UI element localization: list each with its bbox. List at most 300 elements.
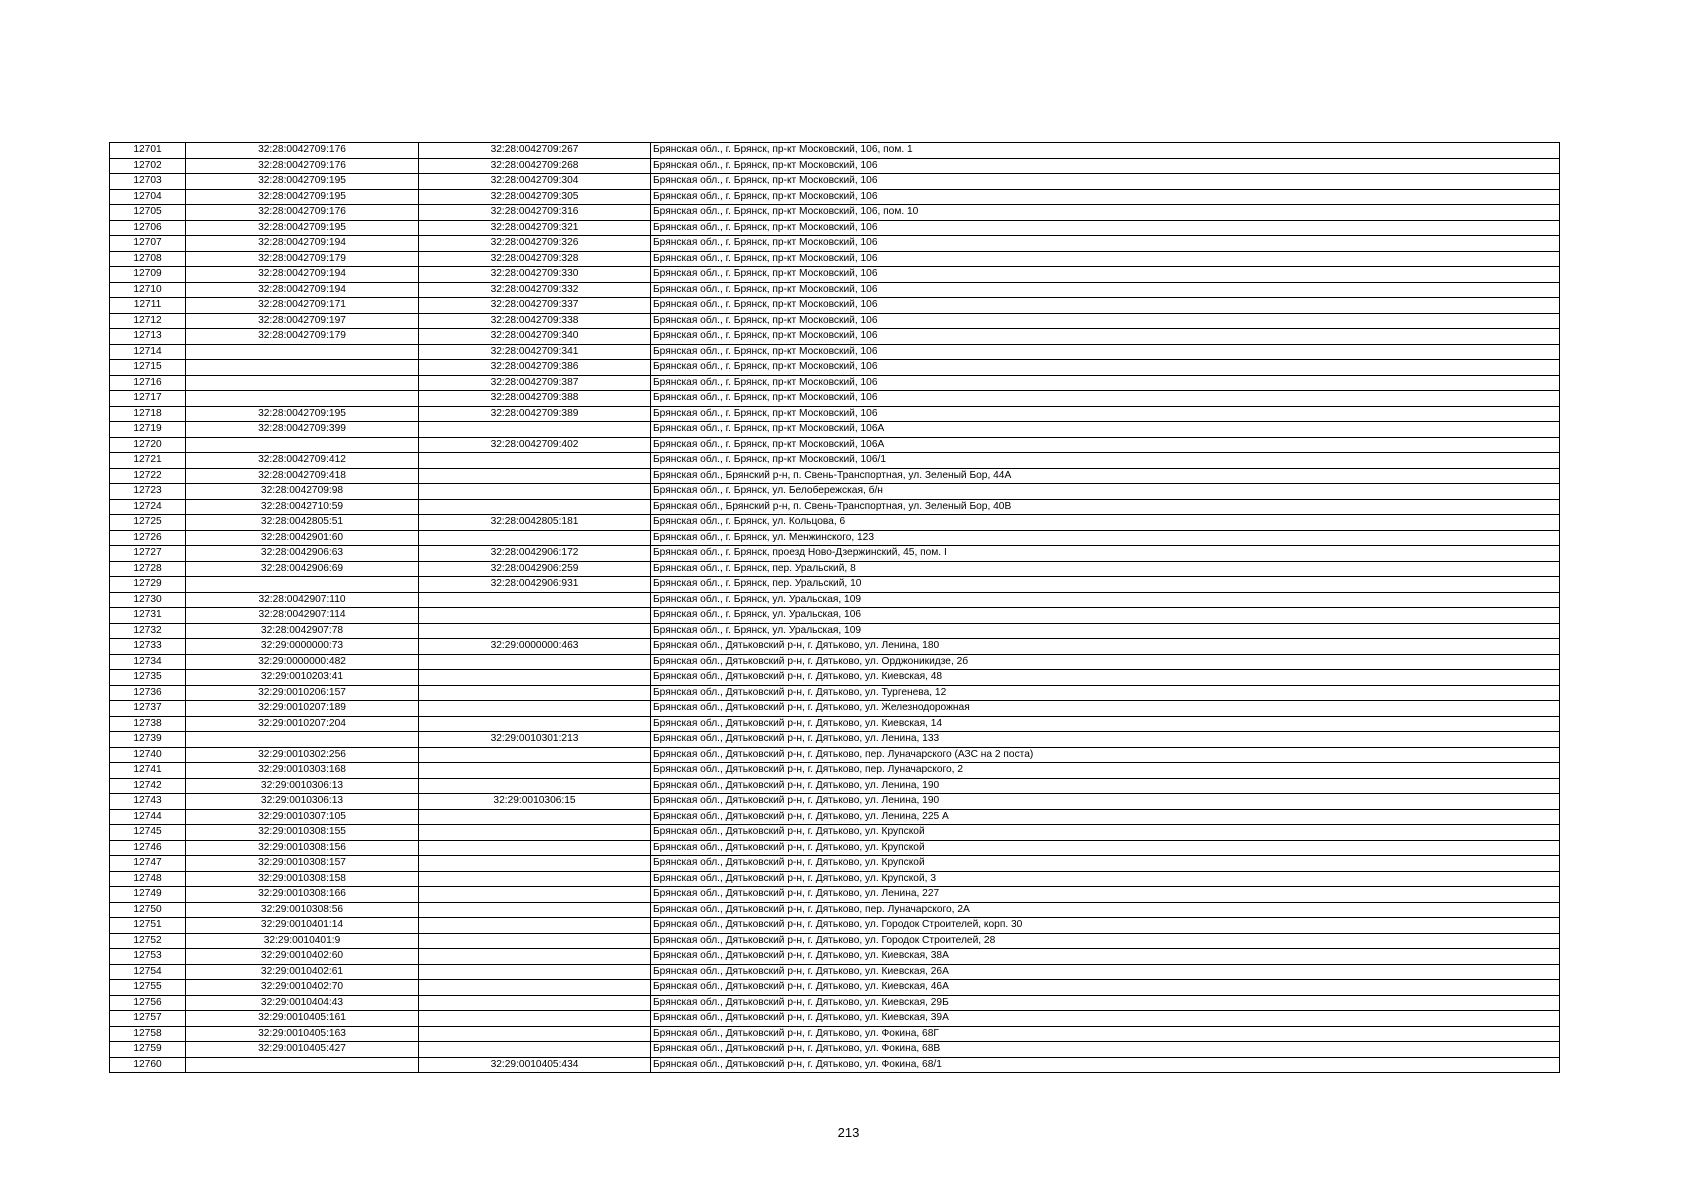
object-number-cell xyxy=(419,995,651,1011)
address-cell: Брянская обл., Дятьковский р-н, г. Дятьково, ул. Киевская, 29Б xyxy=(651,995,1560,1011)
table-row xyxy=(110,825,1560,841)
address-cell: Брянская обл., Дятьковский р-н, г. Дятьково, пер. Луначарского (АЗС на 2 поста) xyxy=(651,747,1560,763)
row-number-cell: 12713 xyxy=(110,329,186,345)
object-number-cell: 32:28:0042709:321 xyxy=(419,220,651,236)
cadastral-number-cell: 32:29:0010203:41 xyxy=(186,670,419,686)
row-number-cell: 12753 xyxy=(110,949,186,965)
table-row xyxy=(110,887,1560,903)
cadastral-number-cell xyxy=(186,375,419,391)
address-cell: Брянская обл., г. Брянск, пр-кт Московский, 106 xyxy=(651,406,1560,422)
address-cell: Брянская обл., г. Брянск, проезд Ново-Дзержинский, 45, пом. I xyxy=(651,546,1560,562)
row-number-cell: 12732 xyxy=(110,623,186,639)
address-cell: Брянская обл., г. Брянск, пр-кт Московский, 106 xyxy=(651,251,1560,267)
table-row xyxy=(110,220,1560,236)
address-cell: Брянская обл., г. Брянск, пр-кт Московский, 106 xyxy=(651,158,1560,174)
object-number-cell: 32:28:0042709:328 xyxy=(419,251,651,267)
cadastral-number-cell xyxy=(186,437,419,453)
cadastral-number-cell: 32:28:0042709:176 xyxy=(186,205,419,221)
address-cell: Брянская обл., Дятьковский р-н, г. Дятьково, ул. Фокина, 68/1 xyxy=(651,1057,1560,1073)
table-row xyxy=(110,670,1560,686)
cadastral-number-cell: 32:29:0010402:61 xyxy=(186,964,419,980)
object-number-cell xyxy=(419,623,651,639)
object-number-cell xyxy=(419,933,651,949)
address-cell: Брянская обл., г. Брянск, пр-кт Московский, 106, пом. 10 xyxy=(651,205,1560,221)
row-number-cell: 12731 xyxy=(110,608,186,624)
address-cell: Брянская обл., Дятьковский р-н, г. Дятьково, ул. Ленина, 225 А xyxy=(651,809,1560,825)
table-row xyxy=(110,763,1560,779)
row-number-cell: 12717 xyxy=(110,391,186,407)
object-number-cell: 32:28:0042709:389 xyxy=(419,406,651,422)
table-row xyxy=(110,747,1560,763)
table-row xyxy=(110,1057,1560,1073)
object-number-cell: 32:29:0010306:15 xyxy=(419,794,651,810)
address-cell: Брянская обл., г. Брянск, пр-кт Московский, 106 xyxy=(651,174,1560,190)
object-number-cell xyxy=(419,685,651,701)
cadastral-number-cell: 32:29:0010402:70 xyxy=(186,980,419,996)
cadastral-number-cell: 32:29:0010306:13 xyxy=(186,794,419,810)
table-row xyxy=(110,840,1560,856)
row-number-cell: 12740 xyxy=(110,747,186,763)
cadastral-number-cell: 32:28:0042709:98 xyxy=(186,484,419,500)
object-number-cell xyxy=(419,1011,651,1027)
table-row xyxy=(110,158,1560,174)
object-number-cell xyxy=(419,592,651,608)
table-row xyxy=(110,143,1560,159)
object-number-cell xyxy=(419,840,651,856)
cadastral-number-cell: 32:28:0042710:59 xyxy=(186,499,419,515)
table-row xyxy=(110,561,1560,577)
cadastral-number-cell: 32:28:0042901:60 xyxy=(186,530,419,546)
row-number-cell: 12742 xyxy=(110,778,186,794)
table-row xyxy=(110,871,1560,887)
cadastral-number-cell: 32:28:0042709:195 xyxy=(186,189,419,205)
row-number-cell: 12746 xyxy=(110,840,186,856)
object-number-cell xyxy=(419,453,651,469)
object-number-cell: 32:29:0010301:213 xyxy=(419,732,651,748)
cadastral-number-cell: 32:28:0042709:399 xyxy=(186,422,419,438)
row-number-cell: 12711 xyxy=(110,298,186,314)
object-number-cell: 32:28:0042709:386 xyxy=(419,360,651,376)
row-number-cell: 12704 xyxy=(110,189,186,205)
object-number-cell: 32:28:0042906:172 xyxy=(419,546,651,562)
row-number-cell: 12709 xyxy=(110,267,186,283)
table-row xyxy=(110,577,1560,593)
table-row xyxy=(110,453,1560,469)
table-row xyxy=(110,391,1560,407)
address-cell: Брянская обл., г. Брянск, пер. Уральский, 10 xyxy=(651,577,1560,593)
address-cell: Брянская обл., г. Брянск, пр-кт Московский, 106 xyxy=(651,329,1560,345)
cadastral-number-cell: 32:29:0010405:163 xyxy=(186,1026,419,1042)
table-row xyxy=(110,298,1560,314)
table-row xyxy=(110,856,1560,872)
row-number-cell: 12754 xyxy=(110,964,186,980)
object-number-cell: 32:29:0010405:434 xyxy=(419,1057,651,1073)
cadastral-number-cell: 32:29:0010302:256 xyxy=(186,747,419,763)
row-number-cell: 12730 xyxy=(110,592,186,608)
address-cell: Брянская обл., г. Брянск, пр-кт Московский, 106 xyxy=(651,313,1560,329)
address-cell: Брянская обл., г. Брянск, пр-кт Московский, 106 xyxy=(651,391,1560,407)
row-number-cell: 12738 xyxy=(110,716,186,732)
object-number-cell xyxy=(419,608,651,624)
object-number-cell: 32:28:0042709:267 xyxy=(419,143,651,159)
row-number-cell: 12728 xyxy=(110,561,186,577)
object-number-cell xyxy=(419,763,651,779)
address-cell: Брянская обл., Дятьковский р-н, г. Дятьково, ул. Киевская, 26А xyxy=(651,964,1560,980)
object-number-cell xyxy=(419,871,651,887)
cadastral-number-cell: 32:28:0042906:63 xyxy=(186,546,419,562)
object-number-cell: 32:28:0042709:341 xyxy=(419,344,651,360)
object-number-cell xyxy=(419,887,651,903)
cadastral-number-cell: 32:29:0010308:157 xyxy=(186,856,419,872)
cadastral-number-cell: 32:29:0010307:105 xyxy=(186,809,419,825)
table-row xyxy=(110,484,1560,500)
address-cell: Брянская обл., Дятьковский р-н, г. Дятьково, ул. Фокина, 68Г xyxy=(651,1026,1560,1042)
table-row xyxy=(110,778,1560,794)
object-number-cell xyxy=(419,825,651,841)
row-number-cell: 12723 xyxy=(110,484,186,500)
row-number-cell: 12726 xyxy=(110,530,186,546)
cadastral-number-cell: 32:28:0042906:69 xyxy=(186,561,419,577)
object-number-cell: 32:28:0042709:304 xyxy=(419,174,651,190)
cadastral-number-cell: 32:28:0042709:194 xyxy=(186,282,419,298)
cadastral-number-cell: 32:28:0042709:179 xyxy=(186,251,419,267)
table-row xyxy=(110,623,1560,639)
table-row xyxy=(110,592,1560,608)
cadastral-number-cell: 32:29:0010402:60 xyxy=(186,949,419,965)
object-number-cell xyxy=(419,856,651,872)
table-row xyxy=(110,530,1560,546)
address-cell: Брянская обл., Дятьковский р-н, г. Дятьково, ул. Ленина, 190 xyxy=(651,778,1560,794)
address-cell: Брянская обл., Дятьковский р-н, г. Дятьково, ул. Крупской, 3 xyxy=(651,871,1560,887)
cadastral-number-cell: 32:28:0042709:176 xyxy=(186,158,419,174)
cadastral-number-cell: 32:29:0010401:9 xyxy=(186,933,419,949)
address-cell: Брянская обл., Дятьковский р-н, г. Дятьково, ул. Крупской xyxy=(651,825,1560,841)
row-number-cell: 12706 xyxy=(110,220,186,236)
cadastral-number-cell xyxy=(186,391,419,407)
object-number-cell xyxy=(419,902,651,918)
row-number-cell: 12760 xyxy=(110,1057,186,1073)
table-row xyxy=(110,685,1560,701)
cadastral-number-cell xyxy=(186,1057,419,1073)
cadastral-number-cell: 32:28:0042709:197 xyxy=(186,313,419,329)
cadastral-number-cell: 32:29:0010308:56 xyxy=(186,902,419,918)
table-row xyxy=(110,964,1560,980)
object-number-cell: 32:28:0042709:332 xyxy=(419,282,651,298)
cadastral-number-cell: 32:28:0042709:176 xyxy=(186,143,419,159)
object-number-cell xyxy=(419,484,651,500)
address-cell: Брянская обл., Дятьковский р-н, г. Дятьково, ул. Железнодорожная xyxy=(651,701,1560,717)
object-number-cell xyxy=(419,949,651,965)
table-row xyxy=(110,639,1560,655)
row-number-cell: 12719 xyxy=(110,422,186,438)
table-row xyxy=(110,267,1560,283)
object-number-cell: 32:28:0042709:316 xyxy=(419,205,651,221)
table-row xyxy=(110,918,1560,934)
object-number-cell: 32:28:0042906:259 xyxy=(419,561,651,577)
table-row xyxy=(110,716,1560,732)
object-number-cell xyxy=(419,809,651,825)
address-cell: Брянская обл., Дятьковский р-н, г. Дятьково, ул. Ленина, 227 xyxy=(651,887,1560,903)
row-number-cell: 12758 xyxy=(110,1026,186,1042)
address-cell: Брянская обл., Дятьковский р-н, г. Дятьково, ул. Ленина, 133 xyxy=(651,732,1560,748)
cadastral-number-cell: 32:28:0042709:171 xyxy=(186,298,419,314)
table-row xyxy=(110,902,1560,918)
row-number-cell: 12756 xyxy=(110,995,186,1011)
cadastral-number-cell: 32:28:0042907:114 xyxy=(186,608,419,624)
table-row xyxy=(110,313,1560,329)
row-number-cell: 12714 xyxy=(110,344,186,360)
address-cell: Брянская обл., Дятьковский р-н, г. Дятьково, ул. Киевская, 39А xyxy=(651,1011,1560,1027)
cadastral-number-cell: 32:29:0000000:73 xyxy=(186,639,419,655)
table-row xyxy=(110,437,1560,453)
object-number-cell: 32:28:0042709:337 xyxy=(419,298,651,314)
object-number-cell: 32:28:0042709:402 xyxy=(419,437,651,453)
table-row xyxy=(110,329,1560,345)
object-number-cell xyxy=(419,499,651,515)
address-cell: Брянская обл., г. Брянск, пр-кт Московский, 106 xyxy=(651,344,1560,360)
address-cell: Брянская обл., Дятьковский р-н, г. Дятьково, пер. Луначарского, 2А xyxy=(651,902,1560,918)
address-cell: Брянская обл., Брянский р-н, п. Свень-Транспортная, ул. Зеленый Бор, 40В xyxy=(651,499,1560,515)
address-cell: Брянская обл., г. Брянск, ул. Уральская, 106 xyxy=(651,608,1560,624)
row-number-cell: 12718 xyxy=(110,406,186,422)
cadastral-number-cell: 32:29:0000000:482 xyxy=(186,654,419,670)
cadastral-number-cell xyxy=(186,344,419,360)
row-number-cell: 12716 xyxy=(110,375,186,391)
address-cell: Брянская обл., г. Брянск, ул. Кольцова, 6 xyxy=(651,515,1560,531)
table-row xyxy=(110,205,1560,221)
object-number-cell: 32:28:0042709:326 xyxy=(419,236,651,252)
cadastral-number-cell: 32:28:0042709:179 xyxy=(186,329,419,345)
row-number-cell: 12739 xyxy=(110,732,186,748)
object-number-cell: 32:29:0000000:463 xyxy=(419,639,651,655)
address-cell: Брянская обл., Дятьковский р-н, г. Дятьково, ул. Киевская, 48 xyxy=(651,670,1560,686)
row-number-cell: 12727 xyxy=(110,546,186,562)
address-cell: Брянская обл., Дятьковский р-н, г. Дятьково, ул. Киевская, 46А xyxy=(651,980,1560,996)
row-number-cell: 12724 xyxy=(110,499,186,515)
table-row xyxy=(110,608,1560,624)
cadastral-number-cell: 32:28:0042709:418 xyxy=(186,468,419,484)
row-number-cell: 12757 xyxy=(110,1011,186,1027)
object-number-cell: 32:28:0042709:268 xyxy=(419,158,651,174)
table-row xyxy=(110,1011,1560,1027)
row-number-cell: 12722 xyxy=(110,468,186,484)
row-number-cell: 12710 xyxy=(110,282,186,298)
row-number-cell: 12743 xyxy=(110,794,186,810)
property-table xyxy=(109,142,1560,1073)
row-number-cell: 12721 xyxy=(110,453,186,469)
object-number-cell xyxy=(419,530,651,546)
address-cell: Брянская обл., г. Брянск, пр-кт Московский, 106 xyxy=(651,375,1560,391)
table-row xyxy=(110,282,1560,298)
cadastral-number-cell xyxy=(186,732,419,748)
cadastral-number-cell: 32:29:0010303:168 xyxy=(186,763,419,779)
object-number-cell xyxy=(419,670,651,686)
address-cell: Брянская обл., г. Брянск, пр-кт Московский, 106 xyxy=(651,282,1560,298)
address-cell: Брянская обл., г. Брянск, ул. Уральская, 109 xyxy=(651,592,1560,608)
row-number-cell: 12720 xyxy=(110,437,186,453)
cadastral-number-cell: 32:28:0042907:110 xyxy=(186,592,419,608)
cadastral-number-cell: 32:29:0010401:14 xyxy=(186,918,419,934)
object-number-cell xyxy=(419,747,651,763)
row-number-cell: 12725 xyxy=(110,515,186,531)
table-row xyxy=(110,546,1560,562)
row-number-cell: 12705 xyxy=(110,205,186,221)
table-row xyxy=(110,701,1560,717)
row-number-cell: 12736 xyxy=(110,685,186,701)
address-cell: Брянская обл., г. Брянск, ул. Уральская, 109 xyxy=(651,623,1560,639)
row-number-cell: 12750 xyxy=(110,902,186,918)
row-number-cell: 12737 xyxy=(110,701,186,717)
object-number-cell: 32:28:0042709:387 xyxy=(419,375,651,391)
object-number-cell xyxy=(419,422,651,438)
cadastral-number-cell xyxy=(186,577,419,593)
row-number-cell: 12702 xyxy=(110,158,186,174)
address-cell: Брянская обл., г. Брянск, пр-кт Московский, 106/1 xyxy=(651,453,1560,469)
row-number-cell: 12734 xyxy=(110,654,186,670)
table-row xyxy=(110,809,1560,825)
cadastral-number-cell: 32:29:0010207:204 xyxy=(186,716,419,732)
table-row xyxy=(110,1042,1560,1058)
address-cell: Брянская обл., Дятьковский р-н, г. Дятьково, ул. Городок Строителей, корп. 30 xyxy=(651,918,1560,934)
address-cell: Брянская обл., Дятьковский р-н, г. Дятьково, пер. Луначарского, 2 xyxy=(651,763,1560,779)
cadastral-number-cell: 32:28:0042709:195 xyxy=(186,174,419,190)
object-number-cell xyxy=(419,654,651,670)
table-body xyxy=(110,143,1560,1073)
table-row xyxy=(110,980,1560,996)
row-number-cell: 12733 xyxy=(110,639,186,655)
row-number-cell: 12701 xyxy=(110,143,186,159)
row-number-cell: 12708 xyxy=(110,251,186,267)
object-number-cell xyxy=(419,964,651,980)
cadastral-number-cell: 32:28:0042709:194 xyxy=(186,236,419,252)
row-number-cell: 12729 xyxy=(110,577,186,593)
table-row xyxy=(110,236,1560,252)
row-number-cell: 12755 xyxy=(110,980,186,996)
row-number-cell: 12759 xyxy=(110,1042,186,1058)
cadastral-number-cell: 32:29:0010404:43 xyxy=(186,995,419,1011)
object-number-cell xyxy=(419,980,651,996)
table-row xyxy=(110,360,1560,376)
row-number-cell: 12747 xyxy=(110,856,186,872)
address-cell: Брянская обл., г. Брянск, пер. Уральский, 8 xyxy=(651,561,1560,577)
cadastral-number-cell: 32:28:0042907:78 xyxy=(186,623,419,639)
row-number-cell: 12744 xyxy=(110,809,186,825)
cadastral-number-cell: 32:29:0010308:166 xyxy=(186,887,419,903)
table-row xyxy=(110,732,1560,748)
object-number-cell xyxy=(419,468,651,484)
cadastral-number-cell: 32:29:0010405:161 xyxy=(186,1011,419,1027)
table-row xyxy=(110,468,1560,484)
row-number-cell: 12703 xyxy=(110,174,186,190)
address-cell: Брянская обл., г. Брянск, пр-кт Московский, 106, пом. 1 xyxy=(651,143,1560,159)
cadastral-number-cell: 32:29:0010308:155 xyxy=(186,825,419,841)
row-number-cell: 12741 xyxy=(110,763,186,779)
address-cell: Брянская обл., г. Брянск, ул. Менжинского, 123 xyxy=(651,530,1560,546)
address-cell: Брянская обл., Дятьковский р-н, г. Дятьково, ул. Ленина, 180 xyxy=(651,639,1560,655)
cadastral-number-cell: 32:28:0042805:51 xyxy=(186,515,419,531)
cadastral-number-cell: 32:28:0042709:194 xyxy=(186,267,419,283)
cadastral-number-cell: 32:29:0010308:156 xyxy=(186,840,419,856)
object-number-cell: 32:28:0042709:340 xyxy=(419,329,651,345)
object-number-cell: 32:28:0042805:181 xyxy=(419,515,651,531)
address-cell: Брянская обл., г. Брянск, пр-кт Московский, 106 xyxy=(651,236,1560,252)
table-row xyxy=(110,406,1560,422)
address-cell: Брянская обл., Брянский р-н, п. Свень-Транспортная, ул. Зеленый Бор, 44А xyxy=(651,468,1560,484)
address-cell: Брянская обл., Дятьковский р-н, г. Дятьково, ул. Крупской xyxy=(651,856,1560,872)
address-cell: Брянская обл., Дятьковский р-н, г. Дятьково, ул. Ленина, 190 xyxy=(651,794,1560,810)
table-row xyxy=(110,344,1560,360)
table-row xyxy=(110,375,1560,391)
row-number-cell: 12752 xyxy=(110,933,186,949)
address-cell: Брянская обл., Дятьковский р-н, г. Дятьково, ул. Фокина, 68В xyxy=(651,1042,1560,1058)
object-number-cell xyxy=(419,716,651,732)
table-row xyxy=(110,515,1560,531)
address-cell: Брянская обл., Дятьковский р-н, г. Дятьково, ул. Крупской xyxy=(651,840,1560,856)
address-cell: Брянская обл., г. Брянск, пр-кт Московский, 106А xyxy=(651,422,1560,438)
cadastral-number-cell: 32:29:0010308:158 xyxy=(186,871,419,887)
table-row xyxy=(110,189,1560,205)
table-row xyxy=(110,1026,1560,1042)
row-number-cell: 12745 xyxy=(110,825,186,841)
table-row xyxy=(110,933,1560,949)
table-row xyxy=(110,499,1560,515)
address-cell: Брянская обл., Дятьковский р-н, г. Дятьково, ул. Орджоникидзе, 2б xyxy=(651,654,1560,670)
row-number-cell: 12735 xyxy=(110,670,186,686)
address-cell: Брянская обл., г. Брянск, пр-кт Московский, 106 xyxy=(651,220,1560,236)
cadastral-number-cell: 32:28:0042709:195 xyxy=(186,406,419,422)
object-number-cell: 32:28:0042709:388 xyxy=(419,391,651,407)
cadastral-number-cell: 32:28:0042709:195 xyxy=(186,220,419,236)
object-number-cell: 32:28:0042709:330 xyxy=(419,267,651,283)
cadastral-number-cell: 32:28:0042709:412 xyxy=(186,453,419,469)
table-row xyxy=(110,422,1560,438)
object-number-cell xyxy=(419,701,651,717)
table-row xyxy=(110,174,1560,190)
table-row xyxy=(110,949,1560,965)
address-cell: Брянская обл., г. Брянск, пр-кт Московский, 106 xyxy=(651,189,1560,205)
table-row xyxy=(110,251,1560,267)
row-number-cell: 12715 xyxy=(110,360,186,376)
object-number-cell: 32:28:0042709:338 xyxy=(419,313,651,329)
table-row xyxy=(110,794,1560,810)
cadastral-number-cell xyxy=(186,360,419,376)
cadastral-number-cell: 32:29:0010306:13 xyxy=(186,778,419,794)
row-number-cell: 12707 xyxy=(110,236,186,252)
object-number-cell xyxy=(419,1042,651,1058)
object-number-cell xyxy=(419,918,651,934)
table-row xyxy=(110,654,1560,670)
object-number-cell: 32:28:0042906:931 xyxy=(419,577,651,593)
page-number: 213 xyxy=(837,1125,860,1140)
address-cell: Брянская обл., г. Брянск, пр-кт Московский, 106 xyxy=(651,360,1560,376)
table-row xyxy=(110,995,1560,1011)
object-number-cell xyxy=(419,1026,651,1042)
address-cell: Брянская обл., Дятьковский р-н, г. Дятьково, ул. Городок Строителей, 28 xyxy=(651,933,1560,949)
object-number-cell: 32:28:0042709:305 xyxy=(419,189,651,205)
cadastral-number-cell: 32:29:0010405:427 xyxy=(186,1042,419,1058)
row-number-cell: 12751 xyxy=(110,918,186,934)
address-cell: Брянская обл., Дятьковский р-н, г. Дятьково, ул. Киевская, 38А xyxy=(651,949,1560,965)
cadastral-number-cell: 32:29:0010206:157 xyxy=(186,685,419,701)
address-cell: Брянская обл., г. Брянск, пр-кт Московский, 106 xyxy=(651,298,1560,314)
object-number-cell xyxy=(419,778,651,794)
address-cell: Брянская обл., Дятьковский р-н, г. Дятьково, ул. Киевская, 14 xyxy=(651,716,1560,732)
address-cell: Брянская обл., г. Брянск, ул. Белобережская, б/н xyxy=(651,484,1560,500)
row-number-cell: 12749 xyxy=(110,887,186,903)
row-number-cell: 12748 xyxy=(110,871,186,887)
row-number-cell: 12712 xyxy=(110,313,186,329)
address-cell: Брянская обл., Дятьковский р-н, г. Дятьково, ул. Тургенева, 12 xyxy=(651,685,1560,701)
